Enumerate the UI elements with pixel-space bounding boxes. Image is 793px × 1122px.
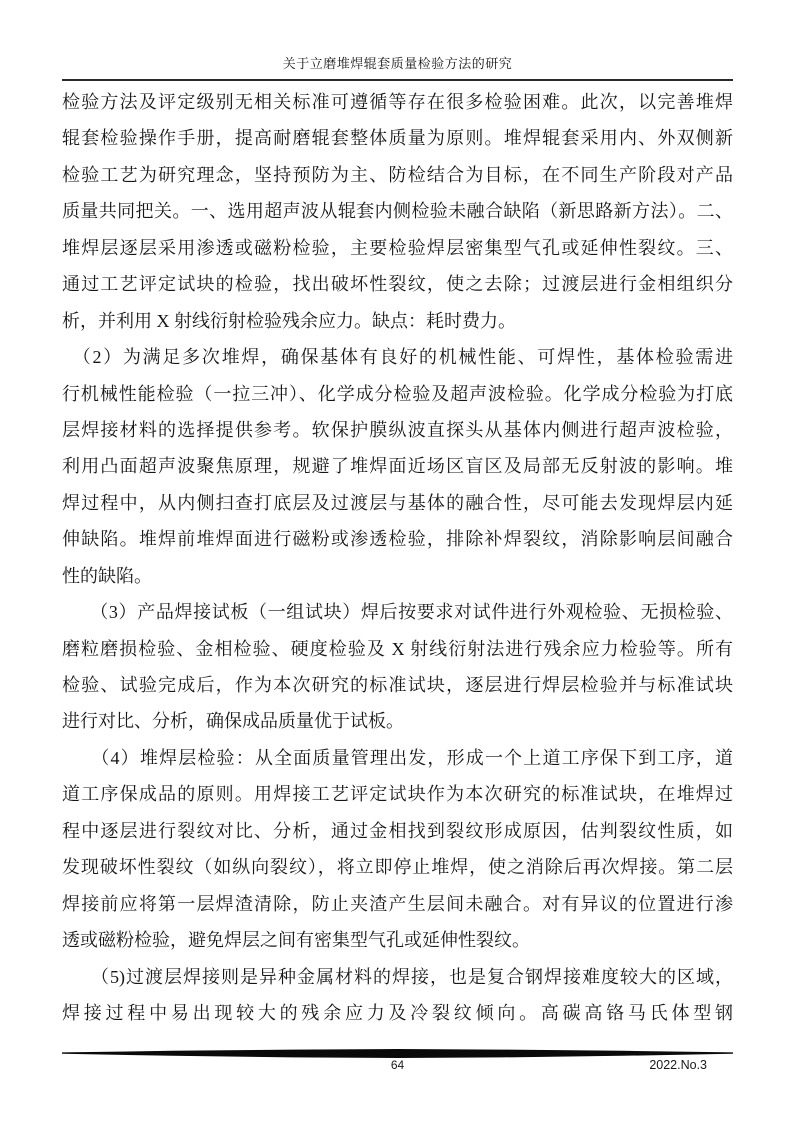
body-line: 检验工艺为研究理念，坚持预防为主、防检结合为目标，在不同生产阶段对产品: [62, 164, 733, 185]
body-line: 质量共同把关。一、选用超声波从辊套内侧检验未融合缺陷（新思路新方法）。二、: [62, 201, 733, 222]
body-line: 利用凸面超声波聚焦原理，规避了堆焊面近场区盲区及局部无反射波的影响。堆: [62, 456, 733, 477]
body-line: 焊接过程中易出现较大的残余应力及冷裂纹倾向。高碳高铬马氏体型钢: [62, 1002, 733, 1023]
page-title: 关于立磨堆焊辊套质量检验方法的研究: [282, 56, 513, 71]
body-line: 道工序保成品的原则。用焊接工艺评定试块作为本次研究的标准试块，在堆焊过: [62, 784, 733, 805]
body-line: 进行对比、分析，确保成品质量优于试板。: [62, 711, 404, 732]
body-line: 程中逐层进行裂纹对比、分析，通过金相找到裂纹形成原因，估判裂纹性质，如: [62, 820, 733, 841]
footer-rule: [62, 1045, 733, 1054]
body-line: 焊接前应将第一层焊渣清除，防止夹渣产生层间未融合。对有异议的位置进行渗: [62, 893, 733, 914]
body-line: 伸缺陷。堆焊前堆焊面进行磁粉或渗透检验，排除补焊裂纹，消除影响层间融合: [62, 529, 733, 550]
page-footer: [62, 1057, 733, 1075]
body-line: （4）堆焊层检验：从全面质量管理出发，形成一个上道工序保下到工序，道: [62, 747, 733, 768]
body-line: 透或磁粉检验，避免焊层之间有密集型气孔或延伸性裂纹。: [62, 930, 530, 951]
body-line: 辊套检验操作手册，提高耐磨辊套整体质量为原则。堆焊辊套采用内、外双侧新: [62, 128, 733, 149]
header-rule: [62, 79, 733, 81]
body-line: 检验、试验完成后，作为本次研究的标准试块，逐层进行焊层检验并与标准试块: [62, 675, 733, 695]
body-line: 通过工艺评定试块的检验，找出破坏性裂纹，使之去除；过渡层进行金相组织分: [62, 274, 733, 295]
body-line: （3）产品焊接试板（一组试块）焊后按要求对试件进行外观检验、无损检验、: [62, 602, 733, 623]
body-line: 焊过程中，从内侧扫查打底层及过渡层与基体的融合性，尽可能去发现焊层内延: [62, 492, 733, 513]
body-line: 检验方法及评定级别无相关标准可遵循等存在很多检验困难。此次，以完善堆焊: [62, 92, 733, 112]
body-line: 磨粒磨损检验、金相检验、硬度检验及 X 射线衍射法进行残余应力检验等。所有: [62, 638, 733, 659]
footer-page-number: 64: [390, 1058, 405, 1072]
body-line: 发现破坏性裂纹（如纵向裂纹），将立即停止堆焊，使之消除后再次焊接。第二层: [62, 857, 733, 878]
footer-issue: 2022.No.3: [649, 1058, 707, 1072]
body-line: 析，并利用 X 射线衍射检验残余应力。缺点：耗时费力。: [62, 310, 516, 331]
body-line: 堆焊层逐层采用渗透或磁粉检验，主要检验焊层密集型气孔或延伸性裂纹。三、: [62, 237, 733, 258]
body-line: （2）为满足多次堆焊，确保基体有良好的机械性能、可焊性，基体检验需进: [62, 347, 733, 368]
body-line: 行机械性能检验（一拉三冲）、化学成分检验及超声波检验。化学成分检验为打底: [62, 383, 733, 404]
body-text: [62, 84, 733, 1031]
body-line: （5)过渡层焊接则是异种金属材料的焊接，也是复合钢焊接难度较大的区域，: [62, 966, 733, 987]
body-line: 层焊接材料的选择提供参考。软保护膜纵波直探头从基体内侧进行超声波检验，: [62, 419, 733, 440]
body-line: 性的缺陷。: [62, 565, 152, 586]
